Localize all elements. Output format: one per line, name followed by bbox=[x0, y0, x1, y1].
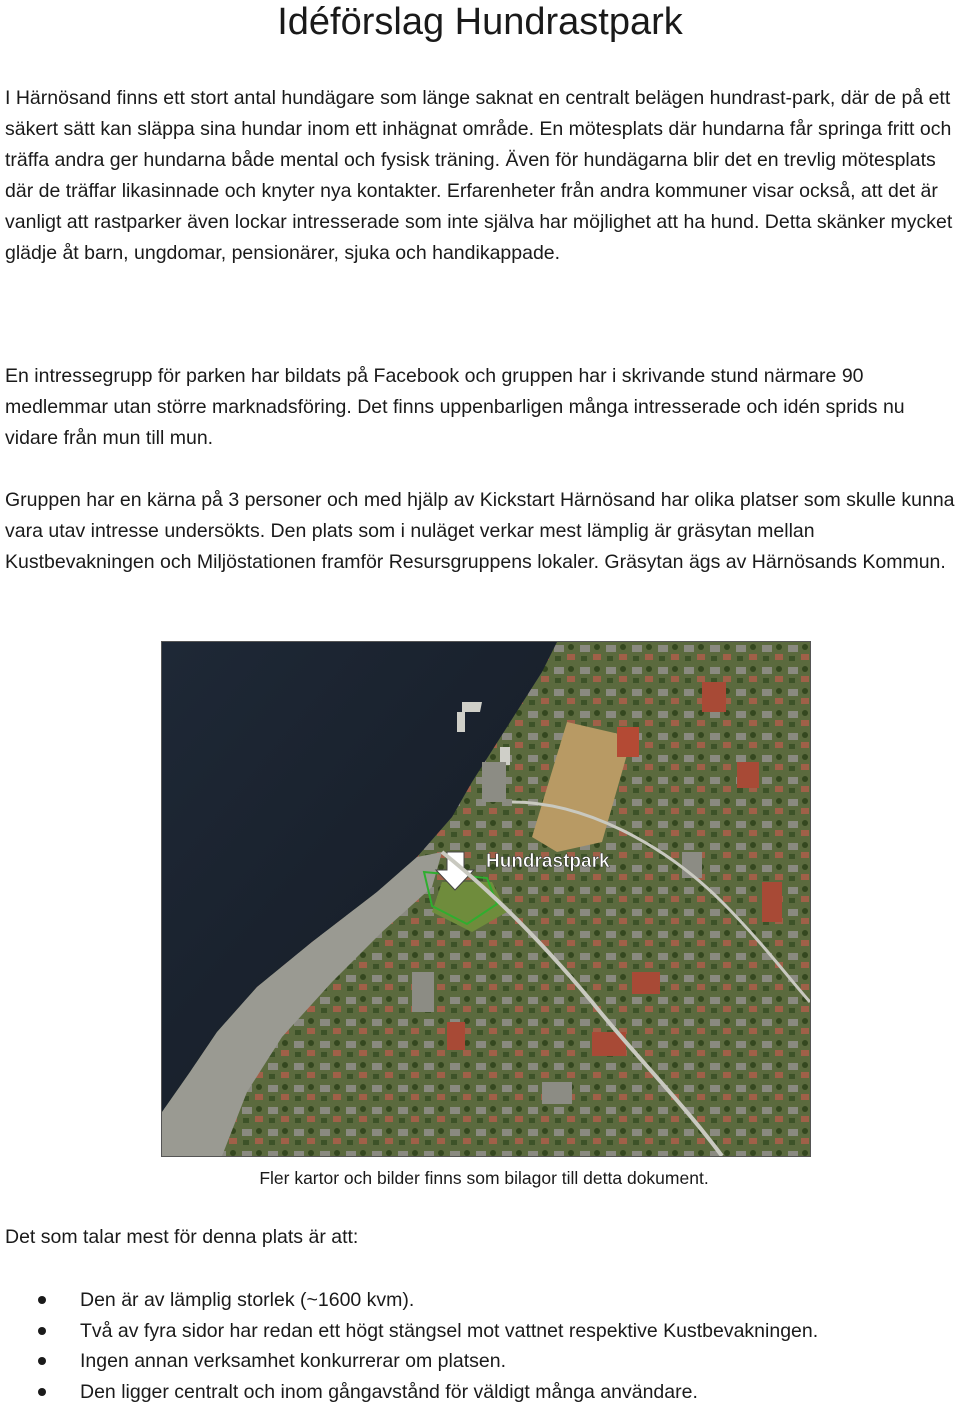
list-item: Två av fyra sidor har redan ett högt stängsel mot vattnet respektive Kustbevakningen. bbox=[0, 1316, 960, 1347]
paragraph-background: I Härnösand finns ett stort antal hundägare som länge saknat en centralt belägen hundrast-park, där de på ett säkert sätt kan släppa sina hundar inom ett inhägnat område. En mötesplats där hundarna får springa fritt och träffa andra ger hundarna både mental och fysisk träning. Även för hundägarna blir det en trevlig mötesplats där de träffar likasinnade och knyter nya kontakter. Erfarenheter från andra kommuner visar också, att det är vanligt att rastparker även lockar intresserade som inte själva har möjlighet att ha hund. Detta skänker mycket glädje åt barn, ungdomar, pensionärer, sjuka och handikappade. bbox=[5, 87, 953, 264]
aerial-map-svg bbox=[162, 642, 810, 1156]
list-intro: Det som talar mest för denna plats är att: bbox=[5, 1226, 359, 1248]
aerial-map-photo bbox=[161, 641, 811, 1157]
list-item: Den är av lämplig storlek (~1600 kvm). bbox=[0, 1285, 960, 1316]
advantages-list bbox=[0, 1285, 960, 1407]
bullet-icon bbox=[38, 1388, 46, 1396]
paragraph-facebook-group: En intressegrupp för parken har bildats på Facebook och gruppen har i skrivande stund närmare 90 medlemmar utan större marknadsföring. Det finns uppenbarligen många intresserade och idén sprids nu vidare från mun till mun. bbox=[5, 365, 905, 449]
map-label: Hundrastpark bbox=[486, 851, 610, 872]
document-title: Idéförslag Hundrastpark bbox=[277, 1, 683, 43]
paragraph-location: Gruppen har en kärna på 3 personer och med hjälp av Kickstart Härnösand har olika platser som skulle kunna vara utav intresse undersökts. Den plats som i nuläget verkar mest lämplig är gräsytan mellan Kustbevakningen och Miljöstationen framför Resursgruppens lokaler. Gräsytan ägs av Härnösands Kommun. bbox=[5, 489, 955, 573]
photo-caption: Fler kartor och bilder finns som bilagor till detta dokument. bbox=[259, 1168, 709, 1188]
bullet-icon bbox=[38, 1357, 46, 1365]
bullet-icon bbox=[38, 1327, 46, 1335]
list-item: Den ligger centralt och inom gångavstånd för väldigt många användare. bbox=[0, 1377, 960, 1407]
bullet-icon bbox=[38, 1296, 46, 1304]
list-item: Ingen annan verksamhet konkurrerar om platsen. bbox=[0, 1346, 960, 1377]
